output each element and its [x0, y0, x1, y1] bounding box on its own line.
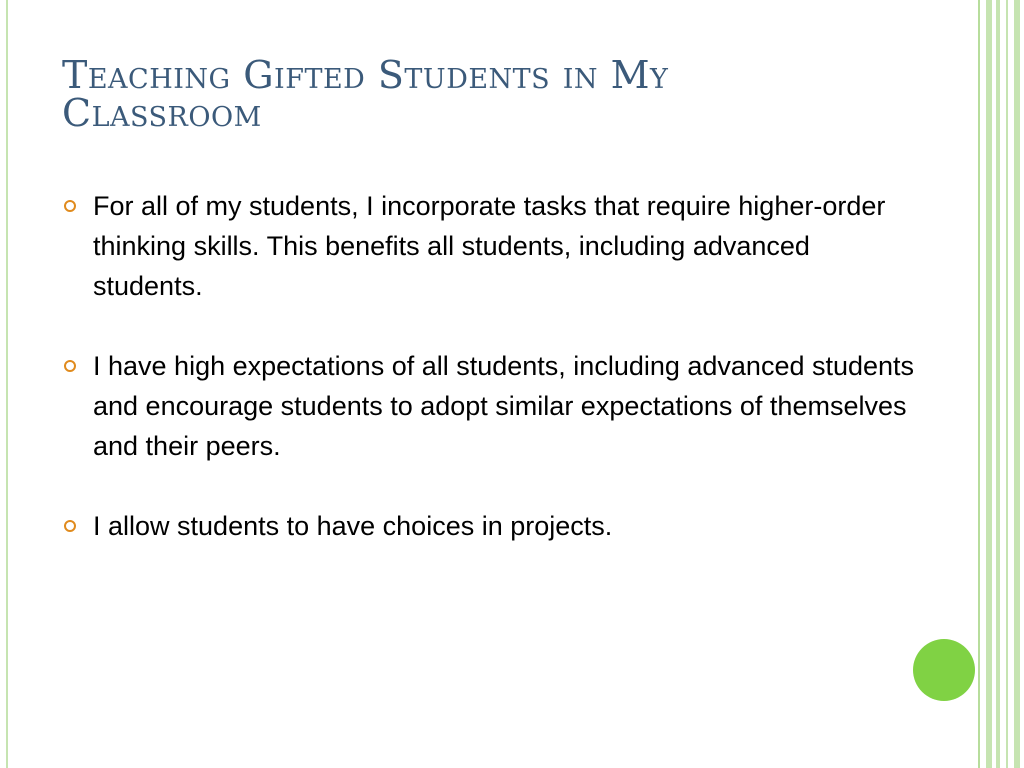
- green-circle-icon: [913, 639, 975, 701]
- slide-title-line-2: Classroom: [62, 91, 262, 135]
- bullet-item: [62, 506, 922, 546]
- bullet-icon: [64, 200, 76, 212]
- right-border-stripe: [996, 0, 1000, 768]
- right-border-stripe: [1006, 0, 1008, 768]
- right-border-stripe: [986, 0, 992, 768]
- right-border-stripe: [1014, 0, 1020, 768]
- bullet-list: [62, 186, 922, 586]
- bullet-item: [62, 346, 922, 466]
- slide-title-line-1: Teaching Gifted Students in My: [62, 53, 669, 97]
- slide-title: [62, 53, 942, 135]
- bullet-text: I allow students to have choices in projects.: [93, 511, 613, 541]
- bullet-item: [62, 186, 922, 306]
- bullet-icon: [64, 520, 76, 532]
- left-border-stripe: [6, 0, 8, 768]
- bullet-text: For all of my students, I incorporate tasks that require higher-order thinking skills. This benefits all students, including advanced students.: [93, 191, 886, 301]
- bullet-icon: [64, 360, 76, 372]
- bullet-text: I have high expectations of all students, including advanced students and encourage students to adopt similar expectations of themselves and their peers.: [93, 351, 915, 461]
- right-border-stripe: [978, 0, 980, 768]
